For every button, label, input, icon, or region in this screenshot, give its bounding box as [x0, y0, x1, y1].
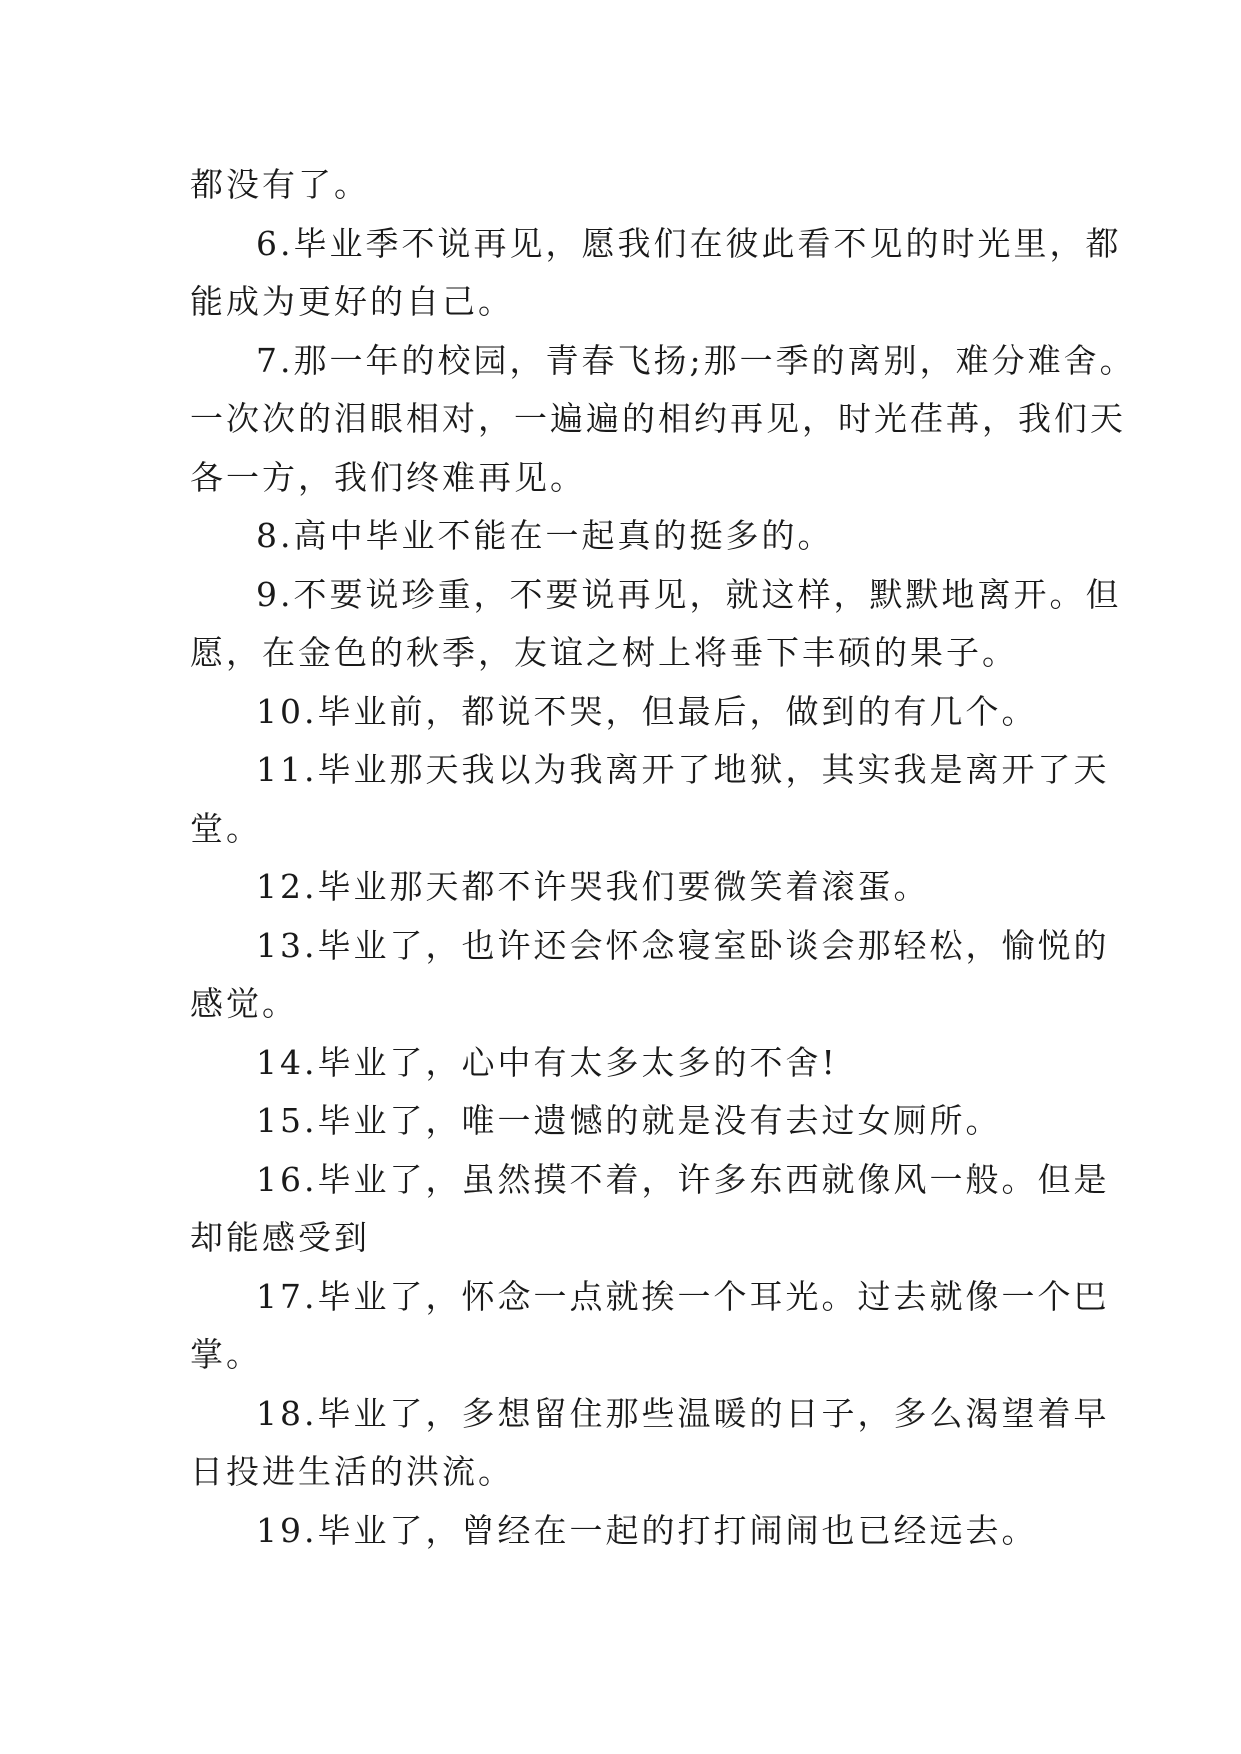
text-line: 9.不要说珍重，不要说再见，就这样，默默地离开。但 — [256, 574, 1122, 614]
text-line: 18.毕业了，多想留住那些温暖的日子，多么渴望着早 — [256, 1393, 1110, 1433]
text-line: 却能感受到 — [190, 1218, 370, 1257]
text-line: 6.毕业季不说再见，愿我们在彼此看不见的时光里，都 — [256, 223, 1122, 263]
text-line: 8.高中毕业不能在一起真的挺多的。 — [256, 516, 834, 555]
text-line: 13.毕业了，也许还会怀念寝室卧谈会那轻松，愉悦的 — [256, 925, 1110, 965]
text-line: 堂。 — [190, 808, 262, 848]
text-line: 11.毕业那天我以为我离开了地狱，其实我是离开了天 — [256, 750, 1110, 789]
text-line: 15.毕业了，唯一遗憾的就是没有去过女厕所。 — [256, 1101, 1002, 1140]
text-line: 7.那一年的校园，青春飞扬;那一季的离别，难分难舍。 — [256, 340, 1136, 380]
text-line: 一次次的泪眼相对，一遍遍的相约再见，时光荏苒，我们天 — [190, 399, 1126, 438]
text-line: 愿，在金色的秋季，友谊之树上将垂下丰硕的果子。 — [190, 633, 1018, 672]
text-line: 都没有了。 — [190, 165, 370, 204]
text-line: 16.毕业了，虽然摸不着，许多东西就像风一般。但是 — [256, 1159, 1110, 1199]
text-line: 10.毕业前，都说不哭，但最后，做到的有几个。 — [256, 691, 1038, 731]
text-line: 19.毕业了，曾经在一起的打打闹闹也已经远去。 — [256, 1510, 1038, 1550]
text-line: 日投进生活的洪流。 — [190, 1452, 514, 1491]
text-line: 14.毕业了，心中有太多太多的不舍! — [256, 1042, 838, 1082]
text-line: 掌。 — [190, 1335, 262, 1374]
text-line: 能成为更好的自己。 — [190, 282, 514, 321]
text-line: 17.毕业了，怀念一点就挨一个耳光。过去就像一个巴 — [256, 1276, 1110, 1316]
text-line: 各一方，我们终难再见。 — [190, 457, 586, 497]
body-text — [190, 156, 1136, 1560]
text-line: 感觉。 — [190, 984, 298, 1023]
text-line: 12.毕业那天都不许哭我们要微笑着滚蛋。 — [256, 867, 930, 906]
